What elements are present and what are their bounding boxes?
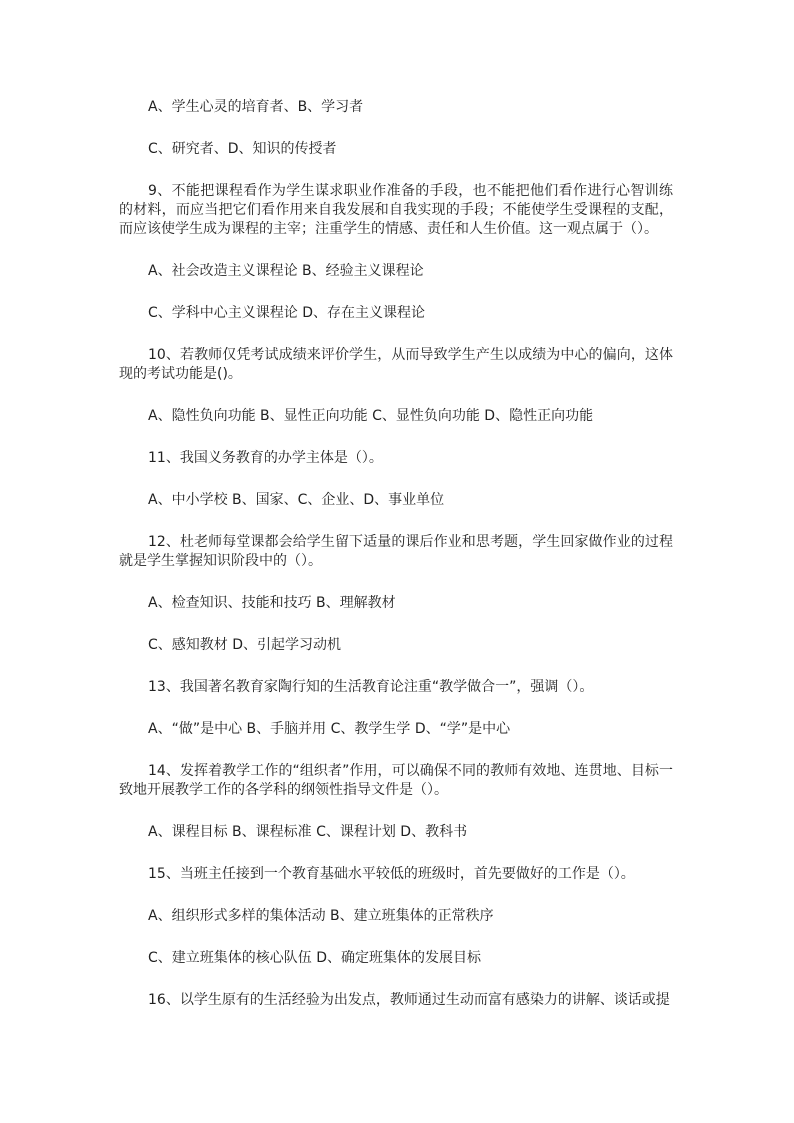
document-page [119,98,673,1033]
question-15: 15、当班主任接到一个教育基础水平较低的班级时，首先要做好的工作是（）。 [148,866,635,882]
option-line: A、隐性负向功能 B、显性正向功能 C、显性负向功能 D、隐性正向功能 [148,408,594,424]
option-line: A、社会改造主义课程论 B、经验主义课程论 [148,263,424,279]
option-line: A、课程目标 B、课程标准 C、课程计划 D、教科书 [148,824,468,840]
option-line: C、感知教材 D、引起学习动机 [148,637,342,653]
question-14: 14、发挥着教学工作的“组织者”作用，可以确保不同的教师有效地、连贯地、目标一致地开展教学工作的各学科的纲领性指导文件是（）。 [119,763,673,798]
question-9: 9、不能把课程看作为学生谋求职业作准备的手段，也不能把他们看作进行心智训练的材料，而应当把它们看作用来自我发展和自我实现的手段；不能使学生受课程的支配，而应该使学生成为课程的主宰；注重学生的情感、责任和人生价值。这一观点属于（）。 [119,183,673,237]
question-13: 13、我国著名教育家陶行知的生活教育论注重“教学做合一”，强调（）。 [148,679,594,695]
option-line: A、“做”是中心 B、手脑并用 C、教学生学 D、“学”是中心 [148,721,511,737]
option-line: A、组织形式多样的集体活动 B、建立班集体的正常秩序 [148,908,494,924]
question-11: 11、我国义务教育的办学主体是（）。 [148,450,383,466]
option-line: C、研究者、D、知识的传授者 [148,141,337,157]
option-line: A、检查知识、技能和技巧 B、理解教材 [148,595,396,611]
option-line: A、中小学校 B、国家、C、企业、D、事业单位 [148,492,445,508]
question-12: 12、杜老师每堂课都会给学生留下适量的课后作业和思考题，学生回家做作业的过程就是学生掌握知识阶段中的（）。 [119,534,673,569]
question-16: 16、以学生原有的生活经验为出发点，教师通过生动而富有感染力的讲解、谈话或提 [148,992,670,1008]
option-line: C、学科中心主义课程论 D、存在主义课程论 [148,305,426,321]
question-10: 10、若教师仅凭考试成绩来评价学生，从而导致学生产生以成绩为中心的偏向，这体现的考试功能是()。 [119,347,673,382]
option-line: C、建立班集体的核心队伍 D、确定班集体的发展目标 [148,950,482,966]
option-line: A、学生心灵的培育者、B、学习者 [148,99,364,115]
